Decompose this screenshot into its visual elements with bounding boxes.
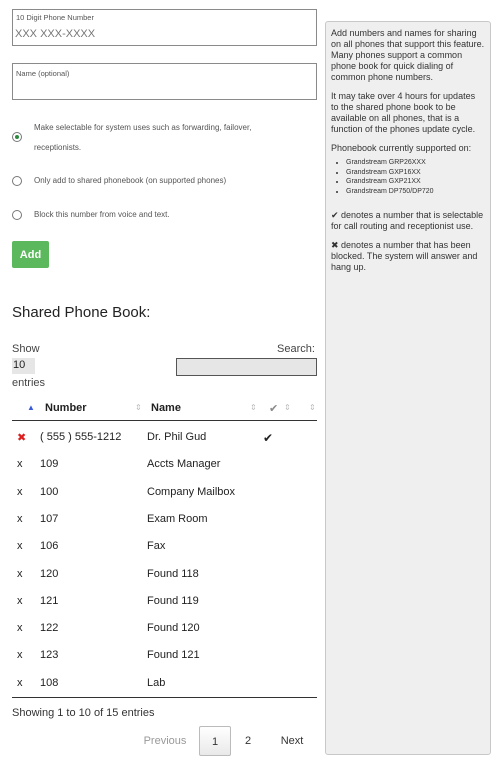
add-button[interactable]: Add bbox=[12, 241, 49, 268]
table-row[interactable] bbox=[12, 479, 317, 506]
header-check[interactable]: ✔ bbox=[269, 403, 279, 415]
table-row[interactable] bbox=[12, 642, 317, 669]
delete-x-icon[interactable]: x bbox=[17, 649, 23, 662]
supported-phones-list bbox=[331, 158, 485, 196]
supported-phone-item: • Grandstream GRP26XXX bbox=[346, 158, 485, 168]
delete-x-icon[interactable]: x bbox=[17, 540, 23, 553]
row-number: 121 bbox=[40, 594, 59, 607]
row-number: ( 555 ) 555-1212 bbox=[40, 431, 122, 443]
pagination-page-1[interactable]: 1 bbox=[199, 726, 231, 756]
header-number[interactable]: Number bbox=[45, 402, 87, 414]
option-phonebook-only-label: Only add to shared phonebook (on supported phones) bbox=[34, 176, 227, 185]
page-size-select[interactable]: 10 bbox=[12, 358, 35, 374]
row-number: 108 bbox=[40, 676, 59, 689]
table-footer-divider bbox=[12, 697, 317, 698]
row-number: 122 bbox=[40, 622, 59, 635]
pagination-page-2[interactable]: 2 bbox=[244, 735, 252, 747]
phone-number-field[interactable] bbox=[12, 9, 317, 46]
sort-name-icon[interactable]: ⇕ bbox=[250, 403, 257, 412]
table-header bbox=[12, 396, 317, 421]
option-selectable-radio[interactable] bbox=[12, 132, 22, 142]
phone-number-label: 10 Digit Phone Number bbox=[16, 13, 94, 22]
table-row[interactable] bbox=[12, 506, 317, 533]
table-row[interactable] bbox=[12, 561, 317, 588]
row-number: 107 bbox=[40, 512, 59, 525]
table-info: Showing 1 to 10 of 15 entries bbox=[12, 707, 155, 719]
sort-asc-icon[interactable]: ▲ bbox=[27, 403, 35, 412]
row-name: Found 119 bbox=[147, 594, 199, 607]
delete-x-icon[interactable]: x bbox=[17, 622, 23, 635]
supported-phone-item: • Grandstream GXP21XX bbox=[346, 177, 485, 187]
row-name: Fax bbox=[147, 540, 166, 553]
selectable-check-icon: ✔ bbox=[263, 431, 274, 445]
delete-x-icon[interactable]: x bbox=[17, 567, 23, 580]
table-row[interactable] bbox=[12, 424, 317, 451]
table-row[interactable] bbox=[12, 451, 317, 478]
row-number: 120 bbox=[40, 567, 59, 580]
delete-x-icon[interactable]: x bbox=[17, 594, 23, 607]
table-row[interactable] bbox=[12, 533, 317, 560]
table-row[interactable] bbox=[12, 670, 317, 697]
help-blocked-note: ✖ denotes a number that has been blocked. The system will answer and hang up. bbox=[331, 240, 478, 272]
supported-phone-item: • Grandstream DP750/DP720 bbox=[346, 187, 485, 197]
search-label: Search: bbox=[277, 343, 315, 355]
pagination-next[interactable]: Next bbox=[280, 735, 304, 747]
phone-number-input[interactable] bbox=[15, 26, 311, 42]
delete-x-icon[interactable]: x bbox=[17, 512, 23, 525]
search-input[interactable] bbox=[176, 358, 317, 376]
pagination-previous[interactable]: Previous bbox=[143, 735, 187, 747]
row-name: Dr. Phil Gud bbox=[147, 431, 207, 443]
name-field[interactable] bbox=[12, 63, 317, 100]
table-row[interactable] bbox=[12, 615, 317, 642]
sort-check-icon[interactable]: ⇕ bbox=[284, 403, 291, 412]
row-name: Exam Room bbox=[147, 512, 208, 525]
option-block-label: Block this number from voice and text. bbox=[34, 210, 170, 219]
row-number: 106 bbox=[40, 540, 59, 553]
row-name: Company Mailbox bbox=[147, 485, 236, 498]
help-update-delay: It may take over 4 hours for updates to the shared phone book to be available on all phones, that is a function of the phones update cycle. bbox=[331, 91, 476, 134]
option-selectable-label-cont: receptionists. bbox=[34, 143, 82, 152]
row-name: Found 120 bbox=[147, 622, 200, 635]
help-panel bbox=[325, 21, 491, 755]
row-number: 123 bbox=[40, 649, 59, 662]
sort-number-icon[interactable]: ⇕ bbox=[135, 403, 142, 412]
header-name[interactable]: Name bbox=[151, 402, 181, 414]
row-number: 100 bbox=[40, 485, 59, 498]
name-input[interactable] bbox=[15, 82, 311, 98]
entries-label: entries bbox=[12, 377, 46, 389]
blocked-mark-icon[interactable]: ✖ bbox=[17, 432, 27, 444]
row-name: Lab bbox=[147, 676, 166, 689]
row-name: Found 118 bbox=[147, 567, 199, 580]
sort-extra-icon[interactable]: ⇕ bbox=[309, 403, 316, 412]
delete-x-icon[interactable]: x bbox=[17, 676, 23, 689]
name-label: Name (optional) bbox=[16, 69, 70, 78]
option-selectable-label: Make selectable for system uses such as forwarding, failover, bbox=[34, 123, 252, 132]
delete-x-icon[interactable]: x bbox=[17, 485, 23, 498]
row-name: Accts Manager bbox=[147, 458, 221, 471]
help-intro: Add numbers and names for sharing on all phones that support this feature. Many phones support a common phone book for quick dialing of common phone numbers. bbox=[331, 28, 485, 82]
help-supported-heading: Phonebook currently supported on: bbox=[331, 143, 472, 153]
help-selectable-note: ✔ denotes a number that is selectable for call routing and receptionist use. bbox=[331, 210, 484, 231]
option-block-radio[interactable] bbox=[12, 210, 22, 220]
table-row[interactable] bbox=[12, 588, 317, 615]
supported-phone-item: • Grandstream GXP16XX bbox=[346, 168, 485, 178]
row-name: Found 121 bbox=[147, 649, 200, 662]
shared-phonebook-title: Shared Phone Book: bbox=[12, 304, 151, 321]
show-label: Show bbox=[12, 343, 40, 355]
row-number: 109 bbox=[40, 458, 59, 471]
option-phonebook-only-radio[interactable] bbox=[12, 176, 22, 186]
delete-x-icon[interactable]: x bbox=[17, 458, 23, 471]
